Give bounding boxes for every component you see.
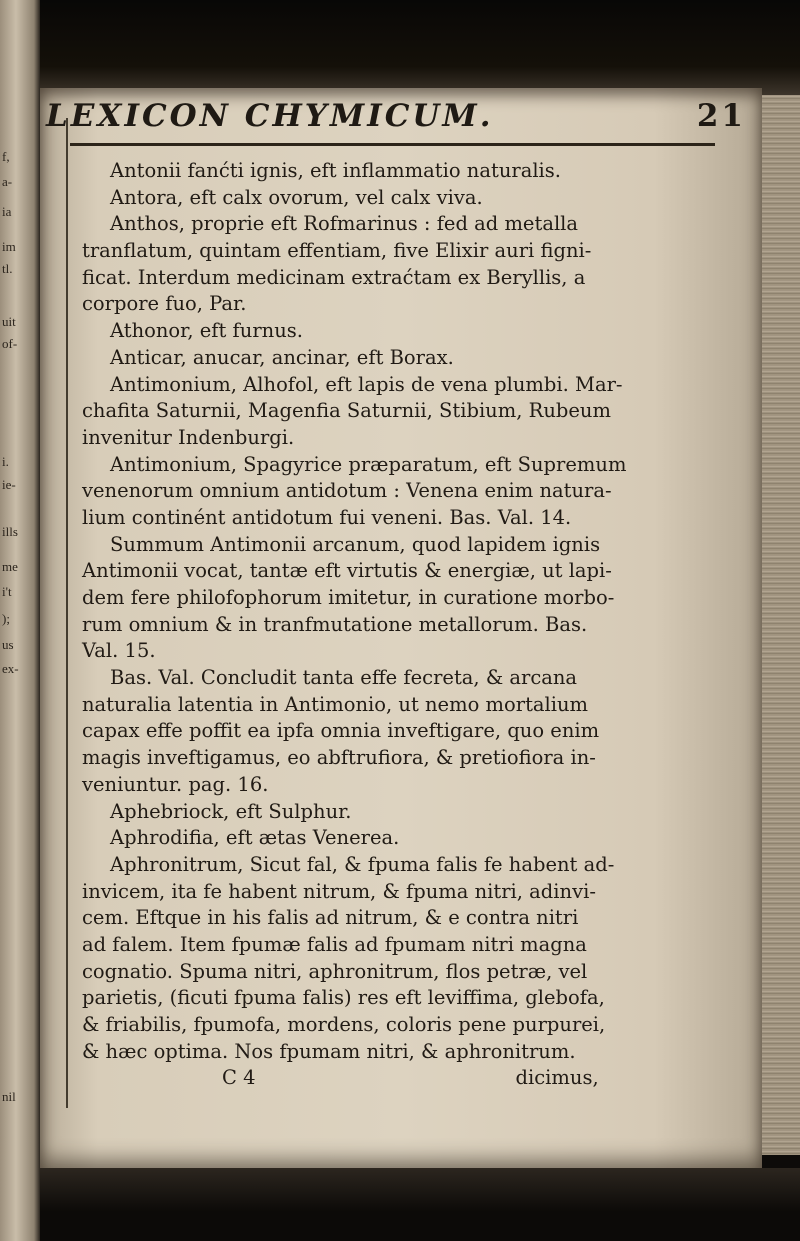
- margin-fragment: ie-: [2, 477, 16, 492]
- signature-mark: C 4: [222, 1066, 256, 1090]
- text-line: dem fere philofophorum imitetur, in curatione morbo-: [82, 586, 615, 609]
- text-line: Aphebriock, eft Sulphur.: [110, 799, 352, 823]
- catchword: dicimus,: [515, 1066, 599, 1090]
- text-line: parietis, (ficuti fpuma falis) res eft leviffima, glebofa,: [82, 986, 605, 1010]
- text-line: tranflatum, quintam effentiam, five Elixir auri figni-: [82, 239, 592, 263]
- text-line: Aphronitrum, Sicut fal, & fpuma falis fe habent ad-: [110, 852, 615, 876]
- text-line: cem. Eftque in his falis ad nitrum, & e contra nitri: [82, 906, 579, 930]
- margin-fragment: uit: [2, 314, 16, 329]
- text-line: Antimonium, Alhofol, eft lapis de vena plumbi. Mar-: [110, 372, 623, 396]
- text-line: magis inveftigamus, eo abftrufiora, & pretiofiora in-: [82, 746, 596, 770]
- text-line: ad falem. Item fpumæ falis ad fpumam nitri magna: [82, 932, 587, 956]
- margin-fragment: me: [2, 559, 18, 574]
- margin-fragment: us: [2, 637, 14, 652]
- text-line: Anthos, proprie eft Rofmarinus : fed ad metalla: [110, 212, 579, 236]
- text-line: ficat. Interdum medicinam extraćtam ex Beryllis, a: [82, 265, 586, 289]
- signature-line: [82, 1065, 722, 1092]
- text-line: corpore fuo, Par.: [82, 292, 247, 316]
- text-line: naturalia latentia in Antimonio, ut nemo mortalium: [82, 692, 589, 716]
- margin-fragment: );: [2, 611, 10, 626]
- text-line: Bas. Val. Concludit tanta effe fecreta, & arcana: [110, 666, 578, 690]
- text-line: invicem, ita fe habent nitrum, & fpuma nitri, adinvi-: [82, 879, 596, 903]
- text-line: Anticar, anucar, ancinar, eft Borax.: [110, 345, 454, 369]
- text-line: cognatio. Spuma nitri, aphronitrum, flos petræ, vel: [82, 959, 588, 983]
- body-text: [82, 158, 722, 1092]
- text-line: Aphrodifia, eft ætas Venerea.: [110, 826, 400, 850]
- text-line: lium continént antidotum fui veneni. Bas. Val. 14.: [82, 505, 572, 529]
- margin-fragment: ex-: [2, 661, 19, 676]
- text-line: invenitur Indenburgi.: [82, 425, 295, 449]
- margin-fragment: f,: [2, 149, 10, 164]
- text-line: venenorum omnium antidotum : Venena enim natura-: [82, 479, 612, 503]
- text-line: rum omnium & in tranfmutatione metallorum. Bas.: [82, 612, 588, 636]
- margin-fragment: i.: [2, 454, 9, 469]
- text-line: chafita Saturnii, Magenfia Saturnii, Stibium, Rubeum: [82, 399, 611, 423]
- text-line: Antora, eft calx ovorum, vel calx viva.: [110, 185, 483, 209]
- text-line: & hæc optima. Nos fpumam nitri, & aphronitrum.: [82, 1039, 576, 1063]
- margin-fragment: of-: [2, 336, 18, 351]
- margin-fragment: im: [2, 239, 16, 254]
- page-number: 21: [696, 98, 746, 134]
- text-line: Val. 15.: [82, 639, 156, 663]
- text-line: Antimonium, Spagyrice præparatum, eft Supremum: [110, 452, 627, 476]
- text-line: Summum Antimonii arcanum, quod lapidem ignis: [110, 532, 601, 556]
- header-rule: [70, 143, 715, 146]
- running-title: LEXICON CHYMICUM.: [46, 98, 494, 134]
- page-header: [40, 98, 762, 138]
- margin-fragment: i't: [2, 584, 12, 599]
- text-line: capax effe poffit ea ipfa omnia inveftigare, quo enim: [82, 719, 600, 743]
- text-line: veniuntur. pag. 16.: [82, 772, 269, 796]
- margin-fragment: ills: [2, 524, 18, 539]
- margin-fragment: a-: [2, 174, 13, 189]
- margin-rule: [66, 118, 68, 1108]
- text-line: Athonor, eft furnus.: [110, 319, 303, 343]
- margin-fragment: ia: [2, 204, 12, 219]
- margin-fragment: tl.: [2, 261, 13, 276]
- top-shadow: [40, 0, 800, 95]
- margin-fragment: nil: [2, 1089, 16, 1104]
- bottom-shadow: [40, 1168, 800, 1241]
- facing-page-edge: [0, 0, 40, 1241]
- page-stack-edge: [762, 95, 800, 1155]
- book-page: [40, 88, 762, 1168]
- text-line: & friabilis, fpumofa, mordens, coloris pene purpurei,: [82, 1013, 606, 1036]
- text-line: Antonii fanćti ignis, eft inflammatio naturalis.: [110, 159, 562, 182]
- text-line: Antimonii vocat, tantæ eft virtutis & energiæ, ut lapi-: [82, 559, 612, 583]
